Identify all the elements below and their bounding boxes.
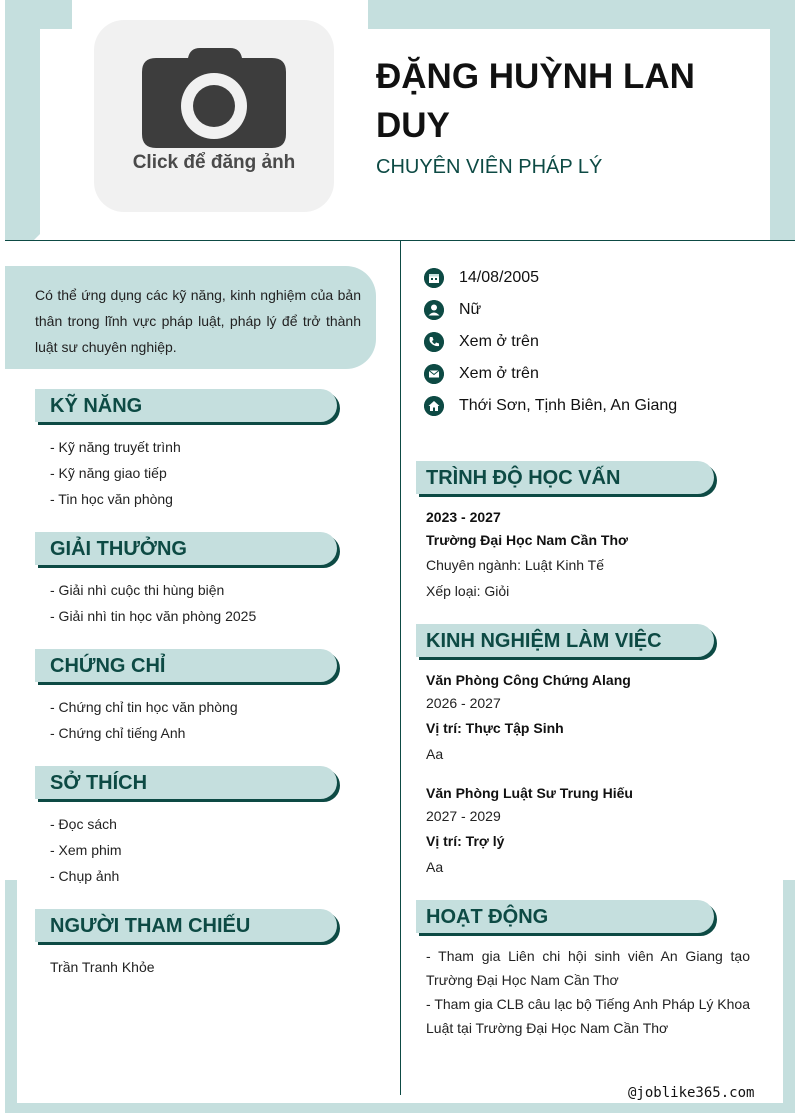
list-item: - Chứng chỉ tiếng Anh	[50, 725, 186, 741]
objective-text: Có thể ứng dụng các kỹ năng, kinh nghiệm của bản thân trong lĩnh vực pháp luật, pháp lý để trở thành luật sư chuyên nghiệp.	[35, 287, 361, 355]
education-major: Chuyên ngành: Luật Kinh Tế	[426, 557, 604, 573]
photo-caption: Click để đăng ảnh	[132, 152, 296, 173]
list-item: - Xem phim	[50, 842, 122, 858]
photo-frame-notch	[34, 198, 76, 240]
job-period: 2027 - 2029	[426, 808, 501, 824]
list-item: - Kỹ năng giao tiếp	[50, 465, 167, 481]
activity-item: - Tham gia CLB câu lạc bộ Tiếng Anh Pháp Lý Khoa Luật tại Trường Đại Học Nam Cần Thơ	[426, 996, 750, 1036]
frame-right-bar	[783, 880, 795, 1113]
frame-left-bar	[5, 880, 17, 1113]
list-item: - Kỹ năng truyết trình	[50, 439, 181, 455]
job-title: CHUYÊN VIÊN PHÁP LÝ	[376, 156, 603, 178]
gender-text: Nữ	[459, 301, 482, 318]
photo-upload[interactable]	[94, 20, 334, 212]
job-period: 2026 - 2027	[426, 695, 501, 711]
awards-list	[50, 577, 256, 629]
skills-heading: KỸ NĂNG	[35, 389, 337, 422]
hobbies-heading: SỞ THÍCH	[35, 766, 337, 799]
list-item: Trần Tranh Khỏe	[50, 959, 155, 975]
camera-icon	[142, 48, 287, 148]
list-item: - Giải nhì cuộc thi hùng biện	[50, 582, 225, 598]
job-position: Vị trí: Thực Tập Sinh	[426, 720, 564, 736]
list-item: - Tin học văn phòng	[50, 491, 173, 507]
list-item: - Chụp ảnh	[50, 868, 120, 884]
candidate-name: ĐẶNG HUỲNH LAN DUY	[376, 57, 695, 145]
job-company: Văn Phòng Luật Sư Trung Hiếu	[426, 785, 633, 801]
home-icon	[424, 396, 444, 416]
job-description: Aa	[426, 746, 444, 762]
activities-heading: HOẠT ĐỘNG	[416, 900, 714, 933]
list-item: - Đọc sách	[50, 816, 117, 832]
address-text: Thới Sơn, Tịnh Biên, An Giang	[459, 397, 678, 414]
mail-icon	[424, 364, 444, 384]
activity-item: - Tham gia Liên chi hội sinh viên An Giang tạo Trường Đại Học Nam Cần Thơ	[426, 948, 750, 988]
education-heading: TRÌNH ĐỘ HỌC VẤN	[416, 461, 714, 494]
education-grade: Xếp loại: Giỏi	[426, 583, 510, 599]
awards-heading: GIẢI THƯỞNG	[35, 532, 337, 565]
birthday-text: 14/08/2005	[459, 269, 540, 286]
phone-icon	[424, 332, 444, 352]
email-text: Xem ở trên	[459, 365, 539, 382]
references-heading: NGƯỜI THAM CHIẾU	[35, 909, 337, 942]
calendar-icon	[424, 268, 444, 288]
list-item: - Giải nhì tin học văn phòng 2025	[50, 608, 257, 624]
education-period: 2023 - 2027	[426, 509, 501, 525]
job-description: Aa	[426, 859, 444, 875]
divider-vertical	[400, 241, 401, 1095]
footer-watermark: @joblike365.com	[628, 1085, 755, 1101]
list-item: - Chứng chỉ tin học văn phòng	[50, 699, 238, 715]
experience-heading: KINH NGHIỆM LÀM VIỆC	[416, 624, 714, 657]
references-list	[50, 954, 155, 980]
phone-text: Xem ở trên	[459, 333, 539, 350]
certificates-heading: CHỨNG CHỈ	[35, 649, 337, 682]
hobbies-list	[50, 811, 122, 889]
frame-bottom-bar	[5, 1103, 795, 1113]
job-company: Văn Phòng Công Chứng Alang	[426, 672, 631, 688]
certificates-list	[50, 694, 238, 746]
education-school: Trường Đại Học Nam Cần Thơ	[426, 532, 628, 548]
user-icon	[424, 300, 444, 320]
job-position: Vị trí: Trợ lý	[426, 833, 505, 849]
skills-list	[50, 434, 181, 512]
